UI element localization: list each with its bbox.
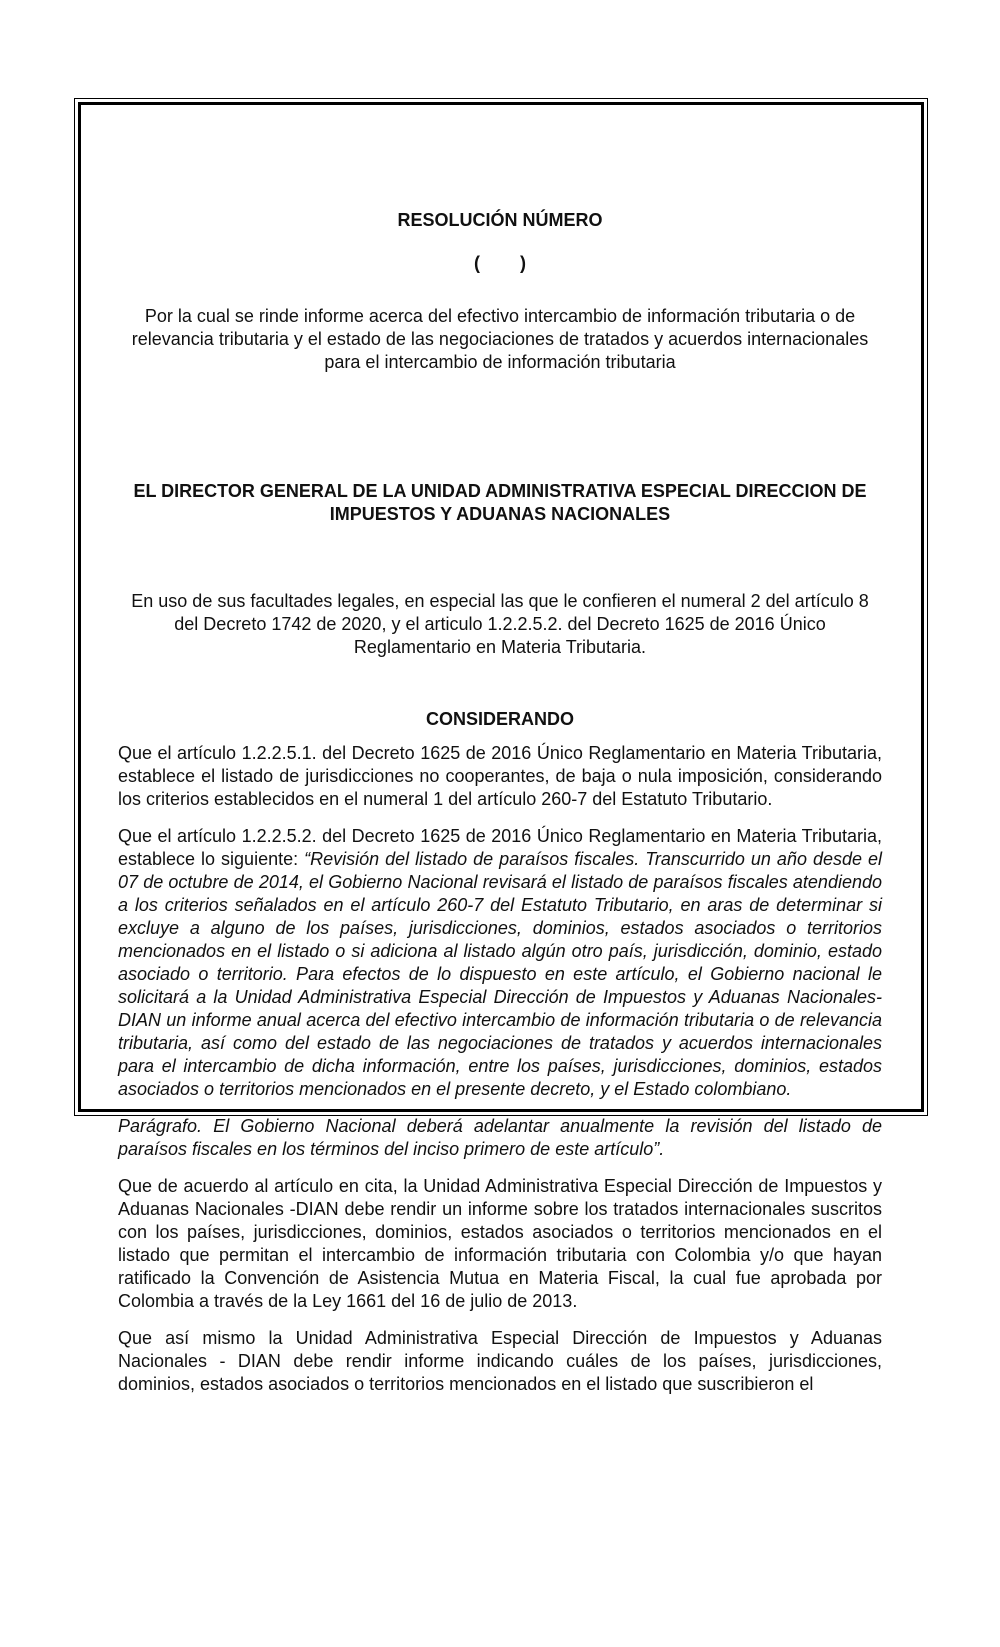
- considering-heading: CONSIDERANDO: [425, 709, 574, 729]
- resolution-title: RESOLUCIÓN NÚMERO: [397, 210, 603, 230]
- legal-powers: En uso de sus facultades legales, en especial las que le confieren el numeral 2 del artículo 8 del Decreto 1742 de 2020, y el articulo 1.2.2.5.2. del Decreto 1625 de 2016 Único Reglamentario en Materia Tributaria.: [131, 591, 869, 657]
- resolution-subject: Por la cual se rinde informe acerca del efectivo intercambio de información tributaria o de relevancia tributaria y el estado de las negociaciones de tratados y acuerdos internacionales para el intercambio de información tributaria: [131, 306, 869, 372]
- resolution-number-placeholder: ( ): [474, 253, 526, 273]
- considering-paragraph-2: [118, 825, 882, 1101]
- paragraph-2-intro: Que el artículo 1.2.2.5.2. del Decreto 1625 de 2016 Único Reglamentario en Materia Tributaria, establece lo siguiente:: [118, 826, 882, 869]
- document-body: [118, 210, 882, 1396]
- issuing-authority: EL DIRECTOR GENERAL DE LA UNIDAD ADMINISTRATIVA ESPECIAL DIRECCION DE IMPUESTOS Y ADUANAS NACIONALES: [133, 481, 867, 524]
- considering-paragraph-1: Que el artículo 1.2.2.5.1. del Decreto 1625 de 2016 Único Reglamentario en Materia Tributaria, establece el listado de jurisdicciones no cooperantes, de baja o nula imposición, considerando los criterios establecidos en el numeral 1 del artículo 260-7 del Estatuto Tributario.: [118, 743, 882, 809]
- considering-paragraph-3: Parágrafo. El Gobierno Nacional deberá adelantar anualmente la revisión del listado de paraísos fiscales en los términos del inciso primero de este artículo”.: [118, 1116, 882, 1159]
- paragraph-2-quote: “Revisión del listado de paraísos fiscales. Transcurrido un año desde el 07 de octubre de 2014, el Gobierno Nacional revisará el listado de paraísos fiscales atendiendo a los criterios señalados en el artículo 260-7 del Estatuto Tributario, en aras de determinar si excluye a alguno de los países, jurisdicciones, dominios, estados asociados o territorios mencionados en el listado o si adiciona al listado algún otro país, jurisdicción, dominio, estado asociado o territorio. Para efectos de lo dispuesto en este artículo, el Gobierno nacional le solicitará a la Unidad Administrativa Especial Dirección de Impuestos y Aduanas Nacionales-DIAN un informe anual acerca del efectivo intercambio de información tributaria o de relevancia tributaria, así como del estado de las negociaciones de tratados y acuerdos internacionales para el intercambio de dicha información, entre los países, jurisdicciones, dominios, estados asociados o territorios mencionados en el presente decreto, y el Estado colombiano.: [118, 849, 883, 1099]
- considering-paragraph-4: Que de acuerdo al artículo en cita, la Unidad Administrativa Especial Dirección de Impuestos y Aduanas Nacionales -DIAN debe rendir un informe sobre los tratados internacionales suscritos con los países, jurisdicciones, dominios, estados asociados o territorios mencionados en el listado que permitan el intercambio de información tributaria con Colombia y/o que hayan ratificado la Convención de Asistencia Mutua en Materia Fiscal, la cual fue aprobada por Colombia a través de la Ley 1661 del 16 de julio de 2013.: [118, 1176, 882, 1311]
- considering-paragraph-5: Que así mismo la Unidad Administrativa Especial Dirección de Impuestos y Aduanas Nacionales - DIAN debe rendir informe indicando cuáles de los países, jurisdicciones, dominios, estados asociados o territorios mencionados en el listado que suscribieron el: [118, 1328, 882, 1394]
